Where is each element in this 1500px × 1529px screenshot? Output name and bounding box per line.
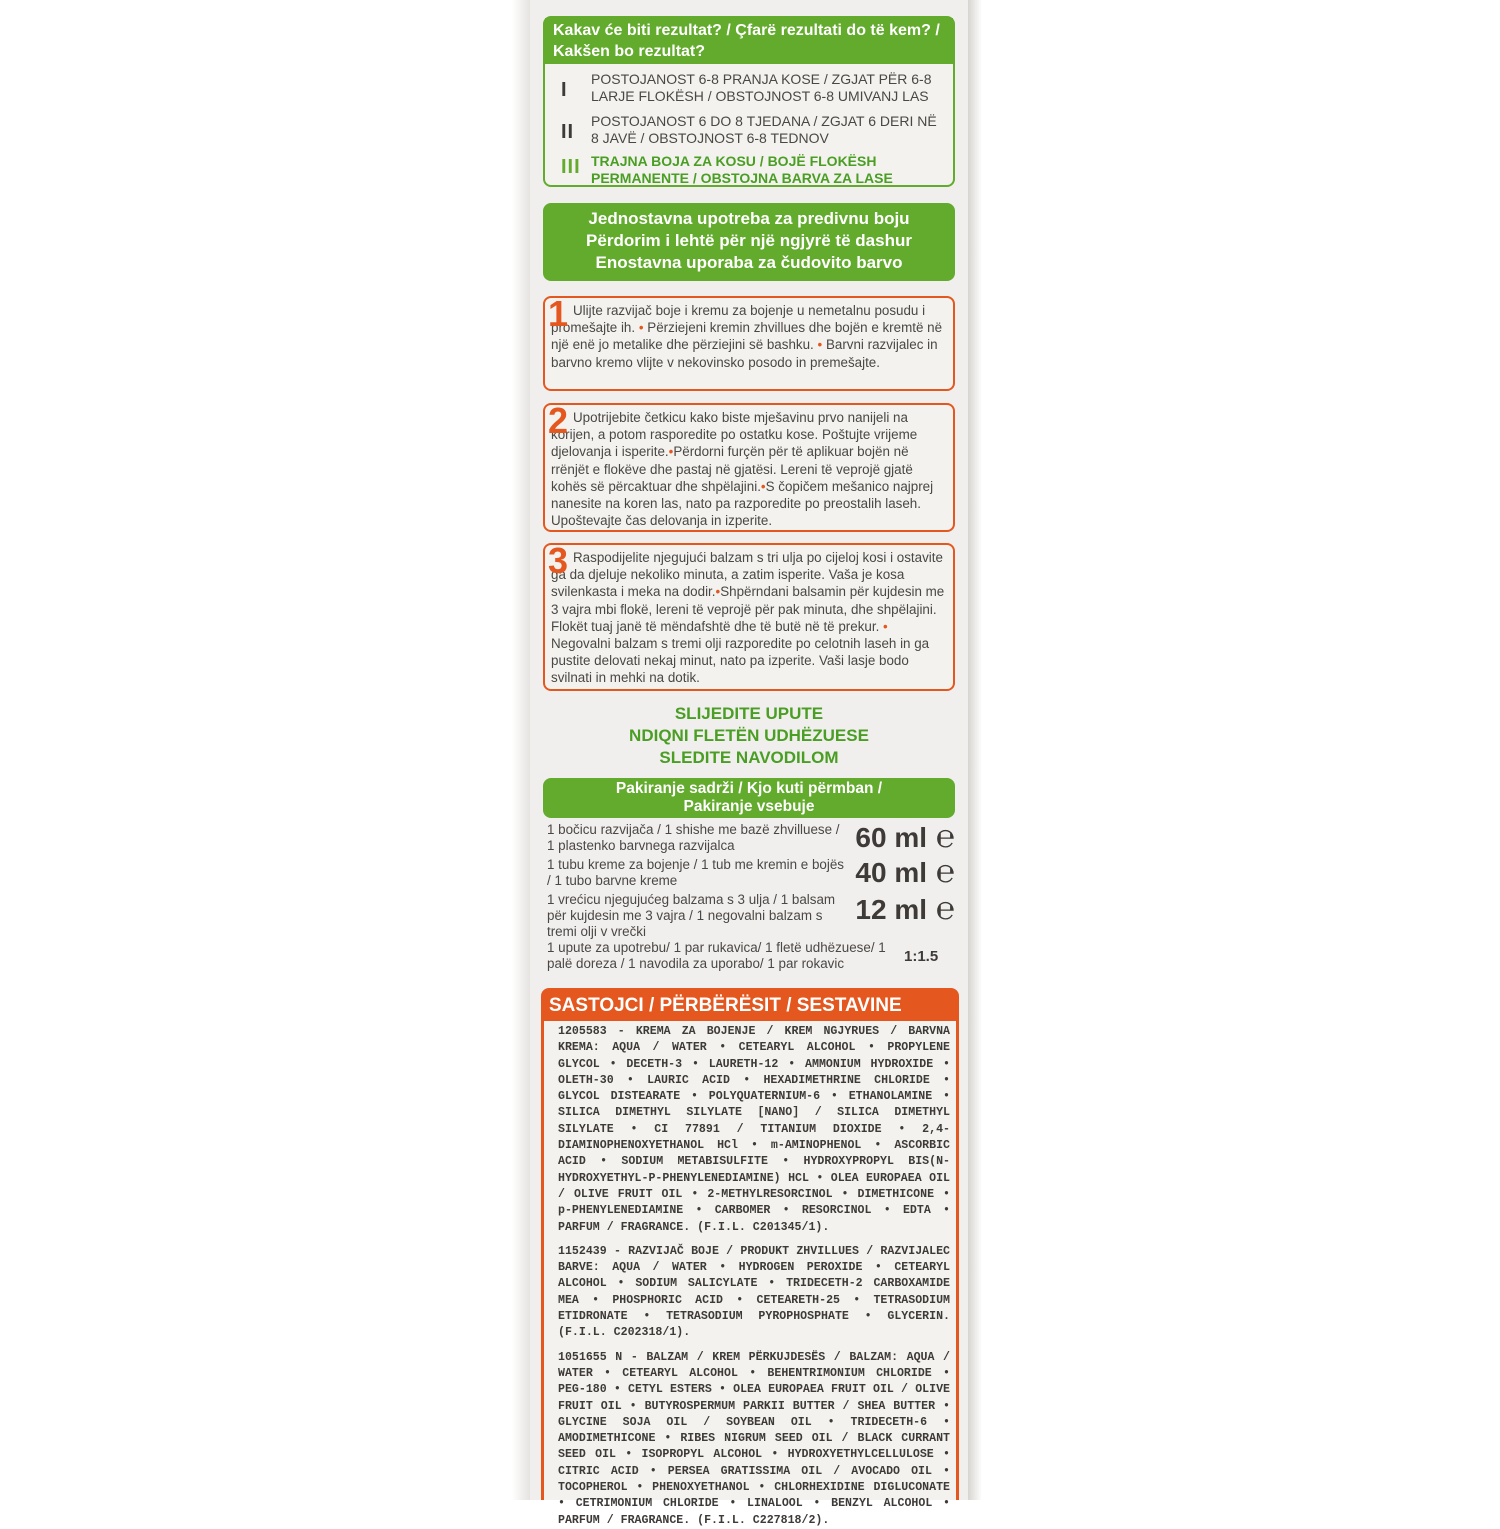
bullet-icon: • (817, 337, 823, 353)
step-box (543, 540, 955, 691)
step-text-sl: Negovalni balzam s tremi olji razporedite po celotnih laseh in ga pustite delovati nekaj minut, nato pa izperite. Vaši lasje bodo svilnati in mehki na dotik. (551, 636, 930, 686)
ingredients-color-cream: 1205583 - KREMA ZA BOJENJE / KREM NGJYRUES / BARVNA KREMA: AQUA / WATER • CETEARYL ALCOHOL • PROPYLENE GLYCOL • DECETH-3 • LAURETH-12 • AMMONIUM HYDROXIDE • OLETH-30 • LAURIC ACID • HEXADIMETHRINE CHLORIDE • GLYCOL DISTEARATE • POLYQUATERNIUM-6 • ETHANOLAMINE • SILICA DIMETHYL SILYLATE [NANO] / SILICA DIMETHYL SILYLATE • CI 77891 / TITANIUM DIOXIDE • 2,4-DIAMINOPHENOXYETHANOL HCl • m-AMINOPHENOL • ASCORBIC ACID • SODIUM METABISULFITE • HYDROXYPROPYL BIS(N-HYDROXYETHYL-P-PHENYLENEDIAMINE) HCL • OLEA EUROPAEA OIL / OLIVE FRUIT OIL • 2-METHYLRESORCINOL • DIMETHICONE • p-PHENYLENEDIAMINE • CARBOMER • RESORCINOL • EDTA • PARFUM / FRAGRANCE. (F.I.L. C201345/1). (558, 1025, 950, 1234)
usage-line: Jednostavna upotreba za predivnu boju (588, 209, 910, 228)
step-box (543, 293, 955, 391)
result-row (545, 71, 953, 111)
package-item-volume: 12 ml (855, 894, 927, 925)
package-item (547, 818, 957, 854)
results-heading: Kakav će biti rezultat? / Çfarë rezultati do të kem? / Kakšen bo rezultat? (545, 18, 953, 64)
follow-line: SLEDITE NAVODILOM (659, 748, 839, 767)
bullet-icon: • (668, 444, 674, 460)
step-text-sq: Përziejeni kremin zhvillues dhe bojën e kremtë në një enë jo metalike dhe përziejini së bashku. (551, 320, 943, 353)
result-text: TRAJNA BOJA ZA KOSU / BOJË FLOKËSH PERMANENTE / OBSTOJNA BARVA ZA LASE (591, 153, 893, 186)
follow-line: NDIQNI FLETËN UDHËZUESE (629, 726, 869, 745)
package-item-volume: 60 ml (855, 822, 927, 853)
package-extras-desc: 1 upute za upotrebu/ 1 par rukavica/ 1 fletë udhëzuese/ 1 palë doreza / 1 navodila za uporabo/ 1 par rokavic (547, 940, 886, 971)
step-text-hr: Ulijte razvijač boje i kremu za bojenje u nemetalnu posudu i promešajte ih. (551, 303, 926, 336)
step-number: 3 (547, 540, 569, 581)
results-box (543, 16, 955, 187)
result-text: POSTOJANOST 6-8 PRANJA KOSE / ZGJAT PËR 6-8 LARJE FLOKËSH / OBSTOJNOST 6-8 UMIVANJ LAS (591, 71, 932, 104)
usage-line: Enostavna uporaba za čudovito barvo (595, 253, 903, 272)
step-text-sq: Shpërndani balsamin për kujdesin me 3 vajra mbi flokë, lereni të veprojë për pak minuta, dhe shpëlajini. Flokët tuaj janë të mëndafshtë dhe të butë në të prekur. (551, 584, 945, 634)
package-heading-line: Pakiranje vsebuje (683, 798, 815, 815)
bullet-icon: • (760, 478, 766, 494)
package-item-desc: 1 tubu kreme za bojenje / 1 tub me kremin e bojës / 1 tubo barvne kreme (547, 857, 844, 888)
mixing-ratio: 1:1.5 (904, 948, 939, 965)
estimated-sign-icon: ℮ (935, 853, 955, 889)
ingredients-developer: 1152439 - RAZVIJAČ BOJE / PRODUKT ZHVILLUES / RAZVIJALEC BARVE: AQUA / WATER • HYDROGEN PEROXIDE • CETEARYL ALCOHOL • SODIUM SALICYLATE • TRIDECETH-2 CARBOXAMIDE MEA • PHOSPHORIC ACID • CETEARETH-25 • TETRASODIUM ETIDRONATE • TETRASODIUM PYROPHOSPHATE • GLYCERIN. (F.I.L. C202318/1). (558, 1244, 950, 1340)
step-text (545, 545, 953, 693)
bullet-icon: • (883, 618, 888, 634)
ingredients-conditioner: 1051655 N - BALZAM / KREM PËRKUJDESËS / BALZAM: AQUA / WATER • CETEARYL ALCOHOL • BEHENTRIMONIUM CHLORIDE • PEG-180 • CETYL ESTERS • OLEA EUROPAEA FRUIT OIL / OLIVE FRUIT OIL • BUTYROSPERMUM PARKII BUTTER / SHEA BUTTER • GLYCINE SOJA OIL / SOYBEAN OIL • TRIDECETH-6 • AMODIMETHICONE • RIBES NIGRUM SEED OIL / BLACK CURRANT SEED OIL • ISOPROPYL ALCOHOL • HYDROXYETHYLCELLULOSE • CITRIC ACID • PERSEA GRATISSIMA OIL / AVOCADO OIL • TOCOPHEROL • PHENOXYETHANOL • CHLORHEXIDINE DIGLUCONATE • CETRIMONIUM CHLORIDE • LINALOOL • BENZYL ALCOHOL • PARFUM / FRAGRANCE. (F.I.L. C227818/2). (558, 1350, 950, 1527)
package-item-volume: 40 ml (855, 857, 927, 888)
ingredients-box (541, 988, 959, 1527)
usage-line: Përdorim i lehtë për një ngjyrë të dashur (586, 231, 912, 250)
package-item (547, 892, 957, 940)
result-row (545, 153, 953, 189)
result-row (545, 113, 953, 153)
step-text-sl: S čopičem mešanico najprej nanesite na koren las, nato pa razporedite po preostalih laseh. Upoštevajte čas delovanja in izperite. (551, 478, 934, 529)
result-mark: III (561, 156, 581, 178)
follow-instructions (543, 703, 955, 769)
package-right-shadow (968, 0, 982, 1500)
step-text-sq: Përdorni furçën për të aplikuar bojën në rrënjët e flokëve dhe pastaj në gjatësi. Lereni të veprojë gjatë kohës së përcaktuar dhe shpëlajini. (551, 444, 913, 494)
step-text-hr: Raspodijelite njegujući balzam s tri ulja po cijeloj kosi i ostavite ga da djeluje nekoliko minuta, a zatim isperite. Vaša je kosa svilenkasta i meka na dodir. (551, 550, 943, 600)
package-contents-heading (543, 778, 955, 818)
package-item-desc: 1 vrećicu njegujućeg balzama s 3 ulja / 1 balsam për kujdesin me 3 vajra / 1 negovalni balzam s tremi olji v vrečki (547, 892, 836, 939)
step-text-hr: Upotrijebite četkicu kako biste mješavinu prvo nanijeli na korijen, a potom rasporedite po ostatku kose. Poštujte vrijeme djelovanja i isperite. (551, 410, 918, 460)
step-number: 1 (547, 293, 569, 334)
step-text-sl: Barvni razvijalec in barvno kremo vlijte v nekovinsko posodo in premešajte. (551, 337, 938, 370)
ingredients-heading: SASTOJCI / PËRBËRËSIT / SESTAVINE (544, 991, 956, 1021)
step-text (545, 298, 953, 377)
package-heading-line: Pakiranje sadrži / Kjo kuti përmban / (615, 780, 883, 797)
follow-line: SLIJEDITE UPUTE (674, 704, 824, 723)
usage-banner (543, 203, 955, 281)
result-mark: I (561, 79, 568, 101)
bullet-icon: • (638, 320, 644, 336)
ingredients-text (544, 1021, 956, 1529)
bullet-icon: • (715, 584, 721, 600)
package-item-desc: 1 bočicu razvijača / 1 shishe me bazë zhvilluese / 1 plastenko barvnega razvijalca (547, 822, 840, 853)
result-mark: II (561, 121, 575, 143)
estimated-sign-icon: ℮ (935, 818, 955, 854)
step-number: 2 (547, 400, 569, 441)
estimated-sign-icon: ℮ (935, 890, 955, 926)
step-box (543, 400, 955, 532)
step-text (545, 405, 953, 535)
package-item (547, 853, 957, 889)
result-text: POSTOJANOST 6 DO 8 TJEDANA / ZGJAT 6 DERI NË 8 JAVË / OBSTOJNOST 6-8 TEDNOV (591, 113, 937, 146)
package-extras (547, 940, 957, 972)
